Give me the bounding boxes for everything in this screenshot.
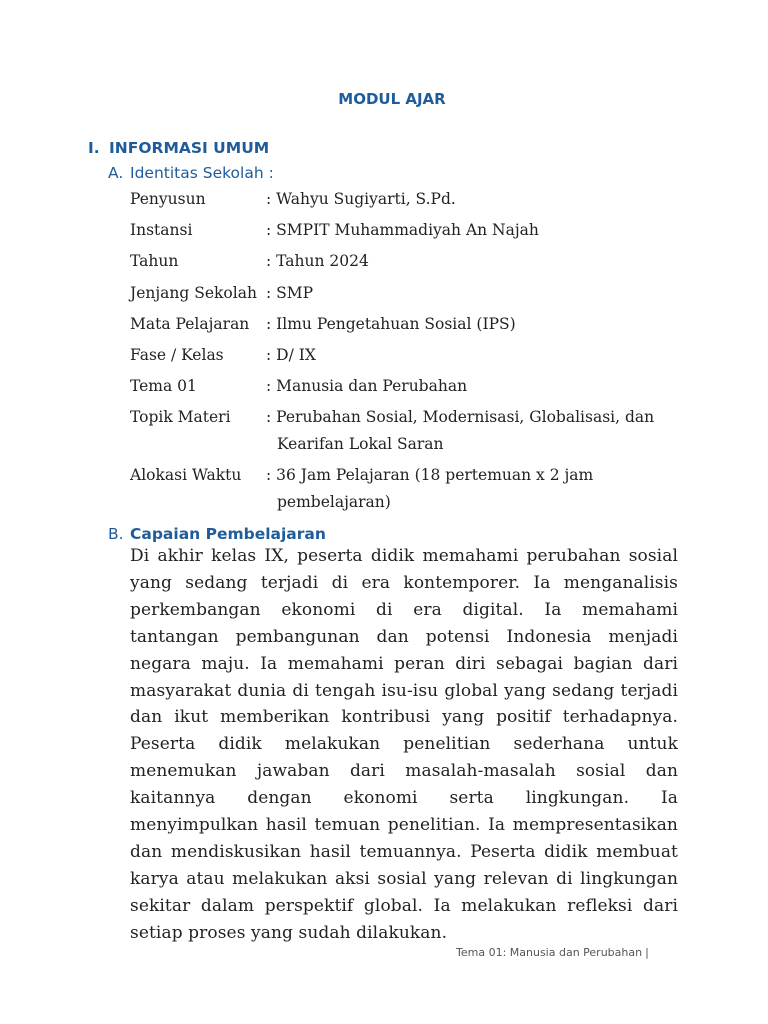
identity-label: Tahun	[130, 252, 179, 270]
page-footer	[456, 946, 649, 959]
identity-label: Instansi	[130, 221, 193, 239]
identity-value: : D/ IX	[266, 346, 316, 364]
identity-value: : Wahyu Sugiyarti, S.Pd.	[266, 190, 456, 208]
section-i-title: INFORMASI UMUM	[109, 139, 270, 157]
identity-value: : Perubahan Sosial, Modernisasi, Globalisasi, dan	[266, 408, 655, 426]
footer-text: Tema 01: Manusia dan Perubahan	[456, 946, 643, 959]
identity-label: Jenjang Sekolah	[130, 284, 257, 302]
capaian-paragraph: Di akhir kelas IX, peserta didik memahami perubahan sosial yang sedang terjadi di era kontemporer. Ia menganalisis perkembangan ekonomi di era digital. Ia memahami tantangan pembangunan dan potensi Indonesia menjadi negara maju. Ia memahami peran diri sebagai bagian dari masyarakat dunia di tengah isu-isu global yang sedang terjadi dan ikut memberikan kontribusi yang positif terhadapnya. Peserta didik melakukan penelitian sederhana untuk menemukan jawaban dari masalah-masalah sosial dan kaitannya dengan ekonomi serta lingkungan. Ia menyimpulkan hasil temuan penelitian. Ia mempresentasikan dan mendiskusikan hasil temuannya. Peserta didik membuat karya atau melakukan aksi sosial yang relevan di lingkungan sekitar dalam perspektif global. Ia melakukan refleksi dari setiap proses yang sudah dilakukan.	[130, 546, 678, 943]
identity-value-continuation: pembelajaran)	[277, 493, 391, 511]
identity-label: Tema 01	[130, 377, 197, 395]
identity-value: : 36 Jam Pelajaran (18 pertemuan x 2 jam	[266, 466, 594, 484]
identity-value: : SMP	[266, 284, 314, 302]
section-a-heading	[108, 164, 274, 182]
identity-label: Mata Pelajaran	[130, 315, 250, 333]
identity-value: : Manusia dan Perubahan	[266, 377, 468, 395]
identity-value: : SMPIT Muhammadiyah An Najah	[266, 221, 539, 239]
identity-label: Topik Materi	[130, 408, 231, 426]
identity-value-continuation: Kearifan Lokal Saran	[277, 435, 444, 453]
identity-label: Penyusun	[130, 190, 206, 208]
footer-separator: |	[645, 946, 649, 959]
document-title: MODUL AJAR	[338, 90, 446, 108]
identity-label: Alokasi Waktu	[130, 466, 242, 484]
section-i-number: I.	[88, 139, 100, 157]
section-b-heading	[108, 525, 326, 543]
section-i-heading	[88, 139, 269, 157]
section-b-title: Capaian Pembelajaran	[130, 525, 326, 543]
identity-value: : Tahun 2024	[266, 252, 369, 270]
identity-label: Fase / Kelas	[130, 346, 224, 364]
section-b-letter: B.	[108, 525, 124, 543]
identity-value: : Ilmu Pengetahuan Sosial (IPS)	[266, 315, 516, 333]
section-a-letter: A.	[108, 164, 124, 182]
section-a-title: Identitas Sekolah :	[130, 164, 274, 182]
